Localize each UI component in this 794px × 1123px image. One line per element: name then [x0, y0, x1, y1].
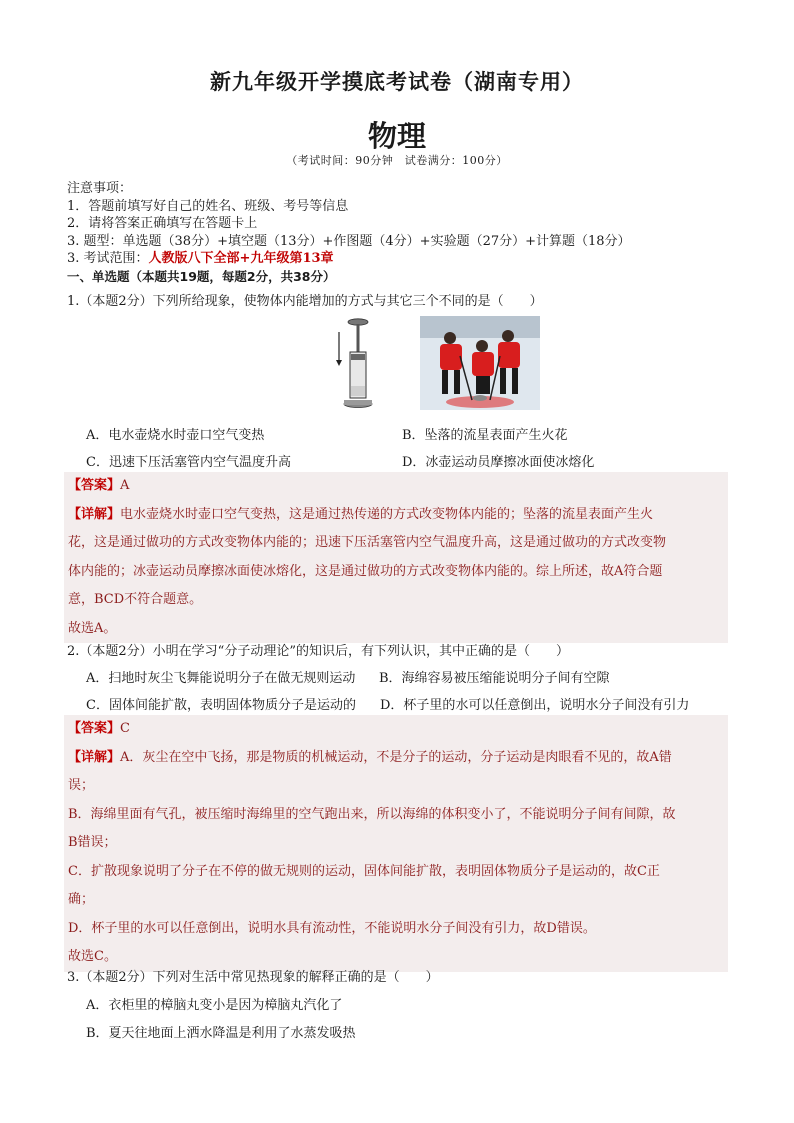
q2-option-b: B．海绵容易被压缩能说明分子间有空隙 [379, 671, 610, 686]
curling-photo [420, 316, 540, 410]
notes-block [67, 180, 747, 285]
q2-option-a: A．扫地时灰尘飞舞能说明分子在做无规则运动 [86, 671, 356, 686]
q2-detail-line: 故选C。 [68, 949, 117, 964]
q1-detail-line: 花，这是通过做功的方式改变物体内能的；迅速下压活塞管内空气温度升高，这是通过做功的方式改变物 [68, 535, 667, 550]
exam-info: （考试时间：90分钟 试卷满分：100分） [286, 154, 508, 167]
q1-detail-line: 意，BCD不符合题意。 [68, 592, 203, 607]
notes-heading: 注意事项： [67, 181, 133, 196]
q1-answer-block [64, 472, 728, 643]
subject-title: 物理 [367, 119, 426, 153]
notes-scope [67, 250, 747, 268]
q1-detail-line: 故选A。 [68, 620, 117, 636]
q2-detail-line: B．海绵里面有气孔，被压缩时海绵里的空气跑出来，所以海绵的体积变小了，不能说明分子间有间隙，故 [68, 806, 676, 822]
q2-detail-line: 误； [68, 778, 95, 793]
q2-detail-line: D．杯子里的水可以任意倒出，说明水具有流动性，不能说明水分子间没有引力，故D错误。 [68, 920, 596, 936]
q2-answer-block [64, 715, 728, 972]
q2-detail-line: 确； [68, 892, 95, 907]
notes-item: 1．答题前填写好自己的姓名、班级、考号等信息 [67, 198, 349, 214]
q1-option-b: B．坠落的流星表面产生火花 [402, 428, 568, 443]
question-2-stem: 2.（本题2分）小明在学习“分子动理论”的知识后，有下列认识，其中正确的是（ ） [67, 644, 569, 659]
q3-option-b: B．夏天往地面上洒水降温是利用了水蒸发吸热 [86, 1026, 356, 1041]
question-3-stem: 3.（本题2分）下列对生活中常见热现象的解释正确的是（ ） [67, 970, 439, 985]
q1-option-a: A．电水壶烧水时壶口空气变热 [86, 428, 265, 443]
notes-item: 2．请将答案正确填写在答题卡上 [67, 216, 258, 231]
q1-detail-line: 【详解】电水壶烧水时壶口空气变热，这是通过热传递的方式改变物体内能的；坠落的流星表面产生火 [68, 506, 654, 522]
q1-answer: 【答案】A [68, 478, 130, 493]
section-heading: 一、单选题（本题共19题，每题2分，共38分） [67, 268, 336, 284]
q3-option-a: A．衣柜里的樟脑丸变小是因为樟脑丸汽化了 [86, 998, 343, 1013]
exam-title: 新九年级开学摸底考试卷（湖南专用） [210, 70, 584, 94]
q2-detail-line: 【详解】A．灰尘在空中飞扬，那是物质的机械运动，不是分子的运动，分子运动是肉眼看不见的，故A错 [68, 749, 672, 765]
notes-item: 3. 题型：单选题（38分）+填空题（13分）+作图题（4分）+实验题（27分）+计算题（18分） [67, 233, 631, 249]
q2-detail-line: B错误； [68, 835, 117, 850]
q1-option-d: D．冰壶运动员摩擦冰面使冰熔化 [402, 455, 595, 470]
q2-option-d: D．杯子里的水可以任意倒出，说明水分子间没有引力 [380, 698, 690, 713]
question-1-stem: 1.（本题2分）下列所给现象，使物体内能增加的方式与其它三个不同的是（ ） [67, 294, 543, 309]
piston-pump-figure [330, 316, 378, 412]
scope-prefix: 3. 考试范围： [67, 251, 149, 266]
scope-value: 人教版八下全部+九年级第13章 [148, 251, 334, 266]
q2-option-c: C．固体间能扩散，表明固体物质分子是运动的 [86, 698, 356, 713]
q2-answer: 【答案】C [68, 721, 130, 736]
q1-detail-line: 体内能的；冰壶运动员摩擦冰面使冰熔化，这是通过做功的方式改变物体内能的。综上所述，故A符合题 [68, 563, 663, 579]
q1-option-c: C．迅速下压活塞管内空气温度升高 [86, 455, 291, 470]
q2-detail-line: C．扩散现象说明了分子在不停的做无规则的运动，固体间能扩散，表明固体物质分子是运动的，故C正 [68, 863, 660, 879]
